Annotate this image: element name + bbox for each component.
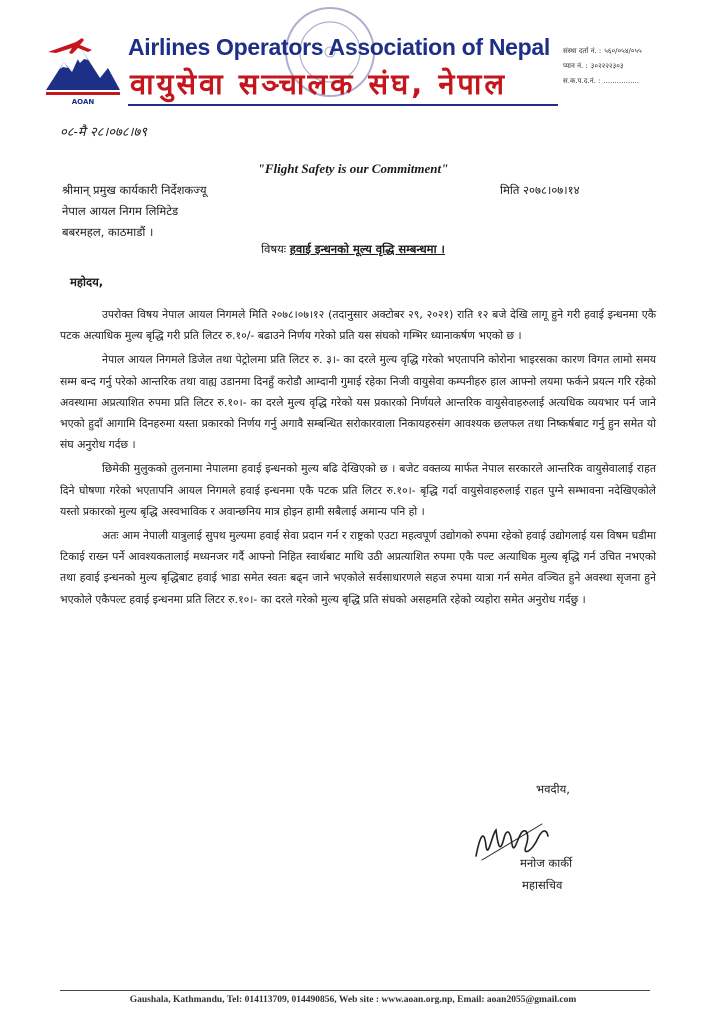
- salutation: महोदय,: [70, 275, 104, 289]
- mountain-plane-logo-icon: [42, 28, 122, 108]
- body-paragraph-1: उपरोक्त विषय नेपाल आयल निगमले मिति २०७८।०७।१२ (तदानुसार अक्टोबर २९, २०२१) राति १२ बजे देखि लागू हुने गरी हवाई इन्धनमा एकै पटक अत्याधिक मुल्य बृद्धि गरी प्रति लिटर रु.१०/- बढाउने निर्णय गरेको प्रति यस संघको गम्भिर ध्यानाकर्षण भएको छ ।: [60, 308, 656, 343]
- body-paragraph-4: अतः आम नेपाली यात्रुलाई सुपथ मुल्यमा हवाई सेवा प्रदान गर्न र राष्ट्रको एउटा महत्वपूर्ण उद्योगको रुपमा रहेको हवाई उद्योगलाई यस विषम घडीमा टिकाई राख्न पर्ने आवश्यकतालाई मध्यनजर गर्दै आफ्नो निहित स्वार्थबाट माथि उठी अप्रत्याशित रुपमा एकै पल्ट अत्याधिक मुल्य बृद्धि गर्न उचित नभएको तथा हवाई इन्धनको मुल्य बृद्धिबाट हवाई भाडा समेत स्वतः बढ्न जाने भएकोले सर्वसाधारणले सहज रुपमा यात्रा गर्न समेत वञ्चित हुने अवस्था सृजना हुने भएकोले एकैपल्ट हवाई इन्धनमा प्रति लिटर रु.१०।- का दरले गरेको मुल्य बृद्धि प्रति संघको असहमति रहेको व्यहोरा समेत अनुरोध गर्दछु ।: [60, 529, 656, 606]
- footer-rule: [60, 990, 650, 991]
- addressee-line-1: श्रीमान् प्रमुख कार्यकारी निर्देशकज्यू: [62, 183, 207, 197]
- org-name-english: Airlines Operators Association of Nepal: [128, 34, 550, 60]
- closing: भवदीय,: [536, 782, 570, 796]
- handwritten-reference: ०८-मै २८।०७८।७९: [60, 125, 147, 140]
- pan-number: प्यान नं. : ३०२२२२३०३: [563, 62, 624, 70]
- footer-contact: Gaushala, Kathmandu, Tel: 014113709, 014490856, Web site : www.aoan.org.np, Email: aoan2055@gmail.com: [129, 995, 577, 1005]
- addressee-line-2: नेपाल आयल निगम लिमिटेड: [62, 204, 179, 218]
- header-rule: [128, 104, 558, 106]
- addressee: [62, 180, 207, 243]
- signer-title: महासचिव: [522, 878, 563, 892]
- svg-text:AOAN: AOAN: [71, 98, 95, 106]
- letter-body: [60, 304, 656, 613]
- subject-line: [0, 242, 706, 257]
- subject-text: हवाई इन्धनको मूल्य वृद्धि सम्बन्धमा ।: [289, 242, 445, 256]
- motto: "Flight Safety is our Commitment": [257, 161, 449, 176]
- letter-date: मिति २०७८।०७।१४: [500, 183, 580, 197]
- body-paragraph-3: छिमेकी मुलुकको तुलनामा नेपालमा हवाई इन्धनको मुल्य बढि देखिएको छ । बजेट वक्तव्य मार्फत नेपाल सरकारले आन्तरिक वायुसेवालाई राहत दिने घोषणा गरेको भएतापनि आयल निगमले हवाई इन्धनमा एकै पटक प्रति लिटर रु.१०।- बृद्धि गर्दा वायुसेवाहरुलाई राहत पुग्ने सम्भावना नदेखिएकोले यस्तो प्रकारको मुल्य बृद्धि अस्वभाविक र अवान्छनिय मात्र होइन हामी सबैलाई अमान्य पनि हो ।: [60, 462, 656, 518]
- signer-name: मनोज कार्की: [520, 856, 573, 870]
- registration-number: संस्था दर्ता नं. : ५६०/०५४/०५५: [563, 47, 642, 55]
- addressee-line-3: बबरमहल, काठमाडौं ।: [62, 225, 154, 239]
- org-name-nepali: वायुसेवा सञ्चालक संघ, नेपाल: [130, 67, 508, 101]
- registration-info: [560, 44, 642, 89]
- subject-label: विषयः: [261, 242, 287, 256]
- vat-number: स.क.प.द.नं. : ................: [563, 77, 640, 85]
- body-paragraph-2: नेपाल आयल निगमले डिजेल तथा पेट्रोलमा प्रति लिटर रु. ३।- का दरले मुल्य वृद्धि गरेको भएतापनि कोरोना भाइरसका कारण विगत लामो समय सम्म बन्द गर्नु परेको आन्तरिक तथा वाह्य उडानमा दिनहुँ करोडौ आम्दानी गुमाई रहेका निजी वायुसेवा कम्पनीहरु हाल आफ्नो लयमा फर्कने प्रयत्न गरि रहेको अवस्थामा अप्रत्याशित रुपमा प्रति लिटर रु.१०।- का दरले मुल्य वृद्धि गरेको यस प्रकारको निर्णयले आन्तरिक वायुसेवाहरुलाई अत्यधिक व्ययभार पर्न जाने भएको हुदाँ आगामि दिनहरुमा यस्ता प्रकारको निर्णय गर्नु अगावै सम्बन्धित सरोकारवाला निकायहरुसंग आवश्यक छलफल तथा निष्कर्षबाट गर्नु हुन समेत यो संघ अनुरोध गर्दछ ।: [60, 353, 656, 452]
